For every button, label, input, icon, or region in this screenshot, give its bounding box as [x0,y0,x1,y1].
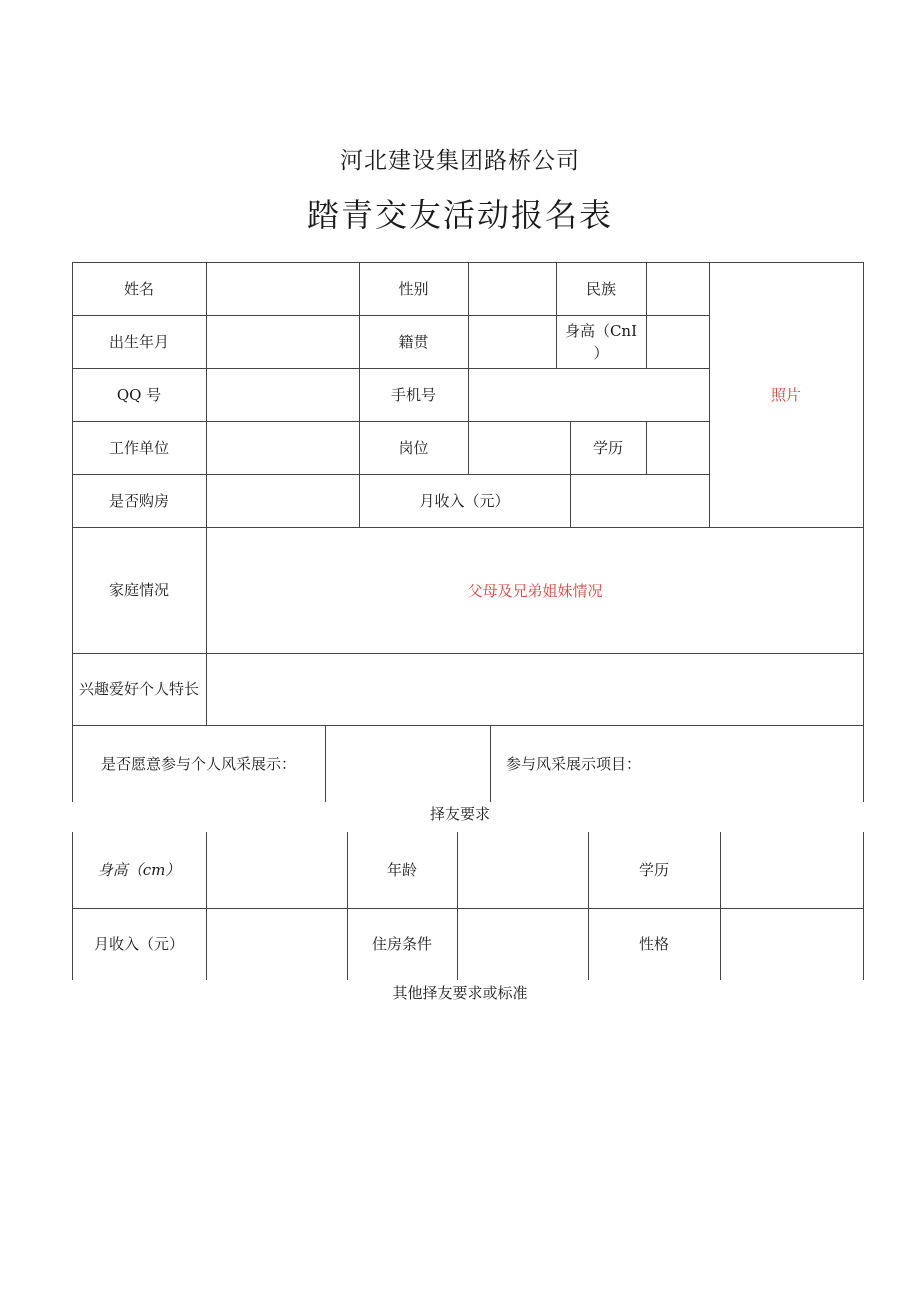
ethnicity-input[interactable] [647,263,709,315]
family-input[interactable]: 父母及兄弟姐妹情况 [467,581,603,600]
showcase-item-label: 参与风采展示项目： [506,754,642,773]
origin-input[interactable] [469,316,556,368]
house-input[interactable] [207,475,359,527]
other-requirements-title: 其他择友要求或标准 [392,984,528,1002]
education-label: 学历 [592,438,623,457]
work-unit-label: 工作单位 [108,438,169,457]
req-height-label: 身高（cm） [97,861,181,879]
req-education-input[interactable] [721,832,863,908]
qq-input[interactable] [207,369,359,421]
req-age-label: 年龄 [386,861,417,879]
income-label: 月收入（元） [419,491,510,510]
showcase-input[interactable] [326,726,490,802]
req-housing-label: 住房条件 [371,935,432,953]
req-character-input[interactable] [721,909,863,980]
gender-label: 性别 [398,279,429,298]
position-input[interactable] [469,422,570,474]
req-height-input[interactable] [207,832,347,908]
hobby-label: 兴趣爱好个人特长 [78,680,199,698]
origin-label: 籍贯 [398,332,429,351]
phone-input[interactable] [469,369,709,421]
req-character-label: 性格 [638,935,669,953]
family-label: 家庭情况 [108,581,169,599]
education-input[interactable] [647,422,709,474]
income-input[interactable] [571,475,709,527]
req-education-label: 学历 [638,861,669,879]
showcase-label: 是否愿意参与个人风采展示： [100,754,296,773]
hobby-input[interactable] [207,654,863,725]
req-age-input[interactable] [458,832,588,908]
height-input[interactable] [647,316,709,368]
ethnicity-label: 民族 [585,279,616,298]
height-label: 身高（CnI ） [564,321,638,362]
req-income-input[interactable] [207,909,347,980]
company-name: 河北建设集团路桥公司 [340,148,580,174]
birth-label: 出生年月 [108,332,169,351]
photo-placeholder[interactable]: 照片 [770,385,801,404]
phone-label: 手机号 [390,385,436,404]
position-label: 岗位 [398,438,429,457]
form-title: 踏青交友活动报名表 [306,196,613,234]
requirements-title: 择友要求 [429,805,490,823]
req-housing-input[interactable] [458,909,588,980]
qq-label: QQ 号 [116,385,162,404]
work-unit-input[interactable] [207,422,359,474]
name-input[interactable] [207,263,359,315]
req-income-label: 月收入（元） [93,935,184,953]
gender-input[interactable] [469,263,556,315]
name-label: 姓名 [123,279,154,298]
house-label: 是否购房 [108,491,169,510]
birth-input[interactable] [207,316,359,368]
